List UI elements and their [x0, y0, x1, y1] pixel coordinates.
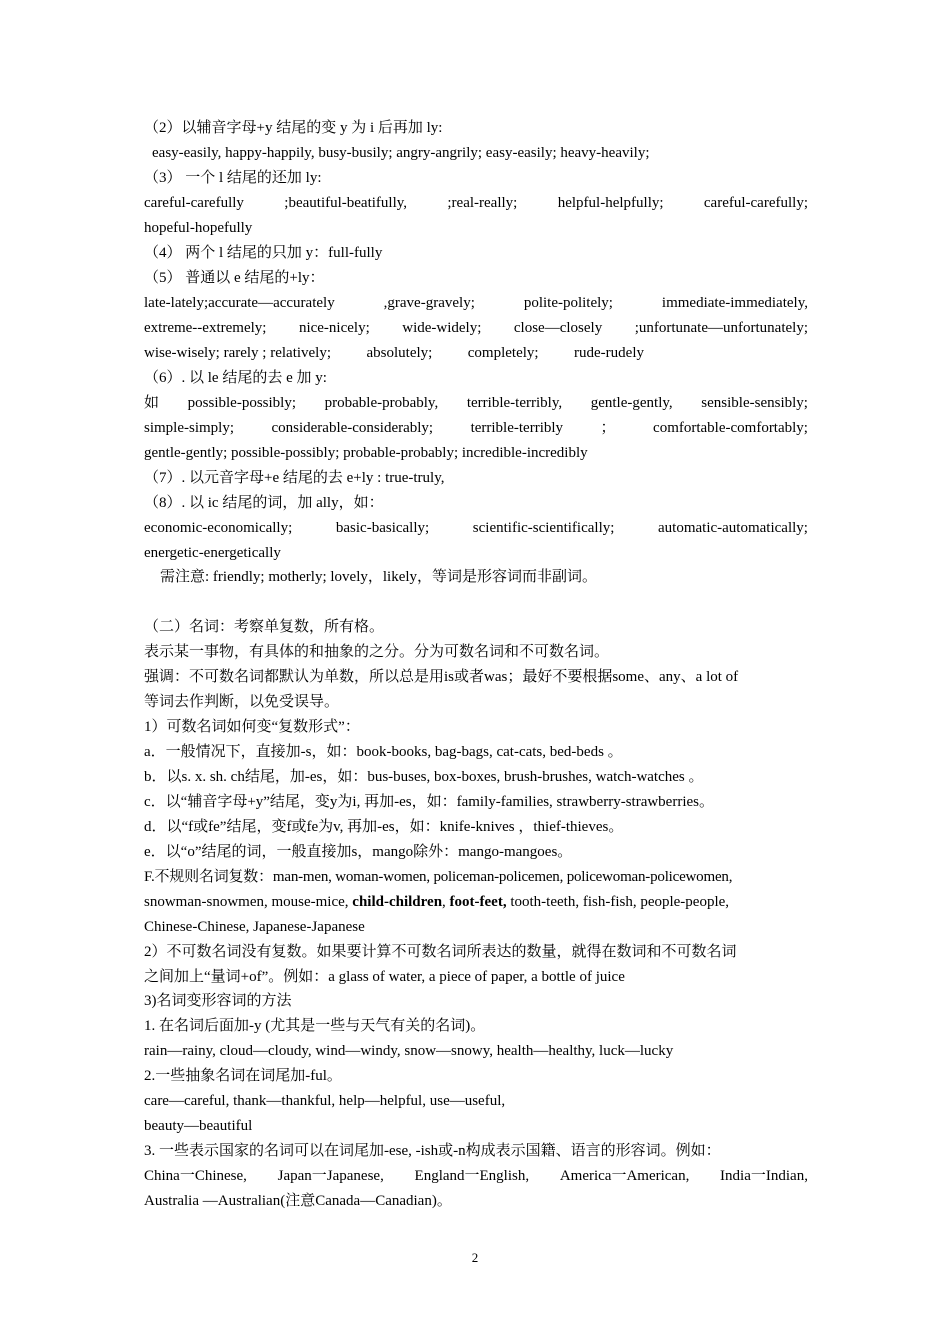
- rule-8-examples-line-1: economic-economically; basic-basically; scientific-scientifically; automatic-automatically;: [144, 520, 808, 536]
- method-2-examples-line-1: care—careful, thank—thankful, help—helpful, use—useful,: [144, 1093, 506, 1109]
- rule-5-title: （5） 普通以 e 结尾的+ly：: [144, 270, 325, 286]
- uncountable-line-2: 之间加上“量词+of”。例如：a glass of water, a piece of paper, a bottle of juice: [144, 969, 625, 985]
- noun-to-adj-title: 3)名词变形容词的方法: [144, 993, 292, 1009]
- rule-2-title: （2）以辅音字母+y 结尾的变 y 为 i 后再加 ly:: [144, 120, 443, 136]
- rule-3-title: （3） 一个 l 结尾的还加 ly:: [144, 170, 322, 186]
- plural-rule-c: c．以“辅音字母+y”结尾，变y为i, 再加-es，如：family-families, strawberry-strawberries。: [144, 794, 714, 810]
- method-2-title: 2.一些抽象名词在词尾加-ful。: [144, 1068, 342, 1084]
- uncountable-line-1: 2）不可数名词没有复数。如果要计算不可数名词所表达的数量，就得在数词和不可数名词: [144, 944, 737, 960]
- rule-5-examples-line-3: wise-wisely; rarely ; relatively; absolutely; completely; rude-rudely: [144, 345, 644, 361]
- plural-rule-b: b．以s. x. sh. ch结尾，加-es，如：bus-buses, box-boxes, brush-brushes, watch-watches 。: [144, 769, 704, 785]
- rule-6-examples-line-2: simple-simply; considerable-considerably; terrible-terribly ； comfortable-comfortably;: [144, 420, 808, 436]
- rule-3-examples-line-2: hopeful-hopefully: [144, 220, 253, 236]
- rule-8-examples-line-2: energetic-energetically: [144, 545, 281, 561]
- rule-2-examples: easy-easily, happy-happily, busy-busily; angry-angrily; easy-easily; heavy-heavily;: [152, 145, 650, 161]
- rule-5-examples-line-1: late-lately;accurate—accurately ,grave-gravely; polite-politely; immediate-immediately,: [144, 295, 808, 311]
- rule-6-title: （6）. 以 le 结尾的去 e 加 y:: [144, 370, 327, 386]
- bold-example-children: child-children: [352, 894, 443, 910]
- plural-irregular-line-1: F.不规则名词复数：man-men, woman-women, policeman-policemen, policewoman-policewomen,: [144, 869, 733, 885]
- method-1-title: 1. 在名词后面加-y (尤其是一些与天气有关的名词)。: [144, 1018, 486, 1034]
- plural-rule-a: a．一般情况下，直接加-s，如：book-books, bag-bags, cat-cats, bed-beds 。: [144, 744, 623, 760]
- bold-example-feet: foot-feet,: [449, 894, 507, 910]
- rule-4: （4） 两个 l 结尾的只加 y：full-fully: [144, 245, 383, 261]
- method-1-examples: rain—rainy, cloud—cloudy, wind—windy, snow—snowy, health—healthy, luck—lucky: [144, 1043, 674, 1059]
- plural-rule-d: d．以“f或fe”结尾，变f或fe为v, 再加-es，如：knife-knives ，thief-thieves。: [144, 819, 624, 835]
- nouns-emphasis-line-1: 强调：不可数名词都默认为单数，所以总是用is或者was；最好不要根据some、any、a lot of: [144, 669, 739, 685]
- method-3-examples-line-2: Australia —Australian(注意Canada—Canadian)。: [144, 1193, 452, 1209]
- rule-6-examples-line-1: 如 possible-possibly; probable-probably, terrible-terribly, gentle-gently, sensible-sensibly;: [144, 395, 808, 411]
- plural-rules-title: 1）可数名词如何变“复数形式”：: [144, 719, 360, 735]
- method-2-examples-line-2: beauty—beautiful: [144, 1118, 253, 1134]
- rule-5-examples-line-2: extreme--extremely; nice-nicely; wide-widely; close—closely ;unfortunate—unfortunately;: [144, 320, 808, 336]
- plural-irregular-line-2: snowman-snowmen, mouse-mice, child-children, foot-feet, tooth-teeth, fish-fish, people-people,: [144, 894, 730, 910]
- nouns-section-title: （二）名词：考察单复数，所有格。: [144, 619, 385, 635]
- rule-7: （7）. 以元音字母+e 结尾的去 e+ly : true-truly,: [144, 470, 445, 486]
- rule-6-examples-line-3: gentle-gently; possible-possibly; probable-probably; incredible-incredibly: [144, 445, 588, 461]
- nouns-intro: 表示某一事物，有具体的和抽象的之分。分为可数名词和不可数名词。: [144, 644, 610, 660]
- adverb-note: 需注意: friendly; motherly; lovely，likely，等词是形容词而非副词。: [160, 569, 598, 585]
- page-number: 2: [471, 1250, 479, 1265]
- method-3-examples-line-1: China一Chinese, Japan一Japanese, England一English, America一American, India一Indian,: [144, 1168, 808, 1184]
- nouns-emphasis-line-2: 等词去作判断，以免受误导。: [144, 694, 340, 710]
- rule-3-examples-line-1: careful-carefully ;beautiful-beatifully, ;real-really; helpful-helpfully; careful-carefully;: [144, 195, 808, 211]
- plural-irregular-line-3: Chinese-Chinese, Japanese-Japanese: [144, 919, 365, 935]
- plural-rule-e: e．以“o”结尾的词，一般直接加s，mango除外：mango-mangoes。: [144, 844, 573, 860]
- method-3-title: 3. 一些表示国家的名词可以在词尾加-ese, -ish或-n构成表示国籍、语言的形容词。例如：: [144, 1143, 721, 1159]
- rule-8-title: （8）. 以 ic 结尾的词，加 ally，如：: [144, 495, 384, 511]
